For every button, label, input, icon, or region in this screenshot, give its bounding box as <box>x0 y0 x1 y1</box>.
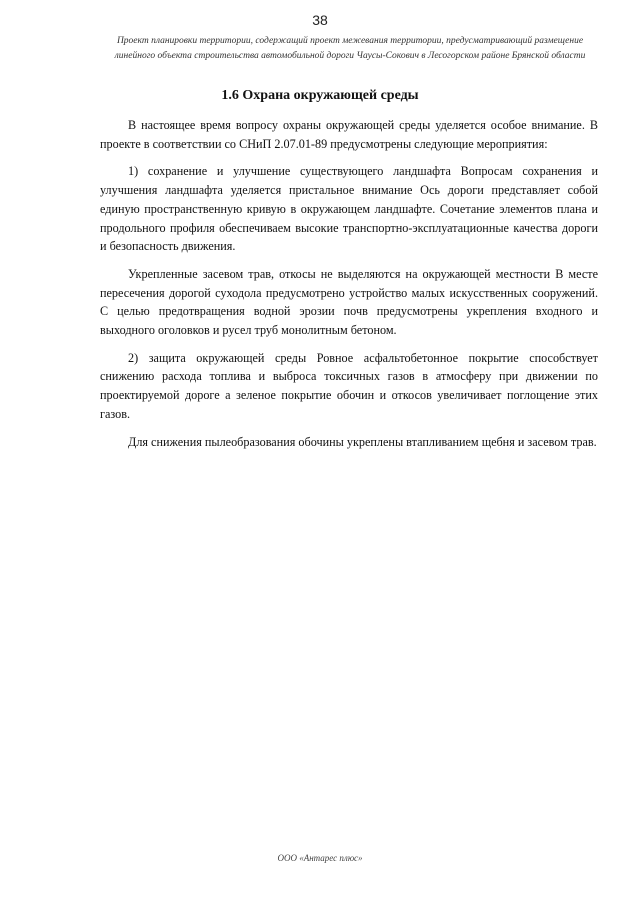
paragraph-protection: 2) защита окружающей среды Ровное асфальтобетонное покрытие способствует снижению расхода топлива и выброса токсичных газов в атмосферу при движении по проектируемой дороге а зеленое покрытие обочин и откосов увеличивает поглощение этих газов. <box>100 350 598 421</box>
paragraph-slopes: Укрепленные засевом трав, откосы не выделяются на окружающей местности В месте пересечения дорогой суходола предусмотрено устройство малых искусственных сооружений. С целью предотвращения водной эрозии почв предусмотрены укрепления входного и выходного оголовков и русел труб монолитным бетоном. <box>100 266 598 338</box>
document-header-note: Проект планировки территории, содержащий проект межевания территории, предусматривающий размещение линейного объекта строительства автомобильной дороги Чаусы-Сокович в Лесогорском районе Брянской области <box>114 36 586 61</box>
section-title: 1.6 Охрана окружающей среды <box>221 88 419 103</box>
paragraph-dust: Для снижения пылеобразования обочины укреплены втапливанием щебня и засевом трав. <box>128 434 597 449</box>
paragraph-landscape: 1) сохранение и улучшение существующего ландшафта Вопросам сохранения и улучшения ландшафта уделяется пристальное внимание Ось дороги представляет собой единую пространственную кривую в окружающем ландшафте. Сочетание элементов плана и продольного профиля обеспечиваем высокие транспортно-эксплуатационные качества дороги и безопасность движения. <box>100 164 598 254</box>
page-number: 38 <box>312 12 328 28</box>
page-footer: ООО «Антарес плюс» <box>277 853 363 863</box>
document-body <box>100 116 598 460</box>
paragraph-intro: В настоящее время вопросу охраны окружающей среды уделяется особое внимание. В проекте в соответствии со СНиП 2.07.01-89 предусмотрены следующие мероприятия: <box>100 118 598 151</box>
